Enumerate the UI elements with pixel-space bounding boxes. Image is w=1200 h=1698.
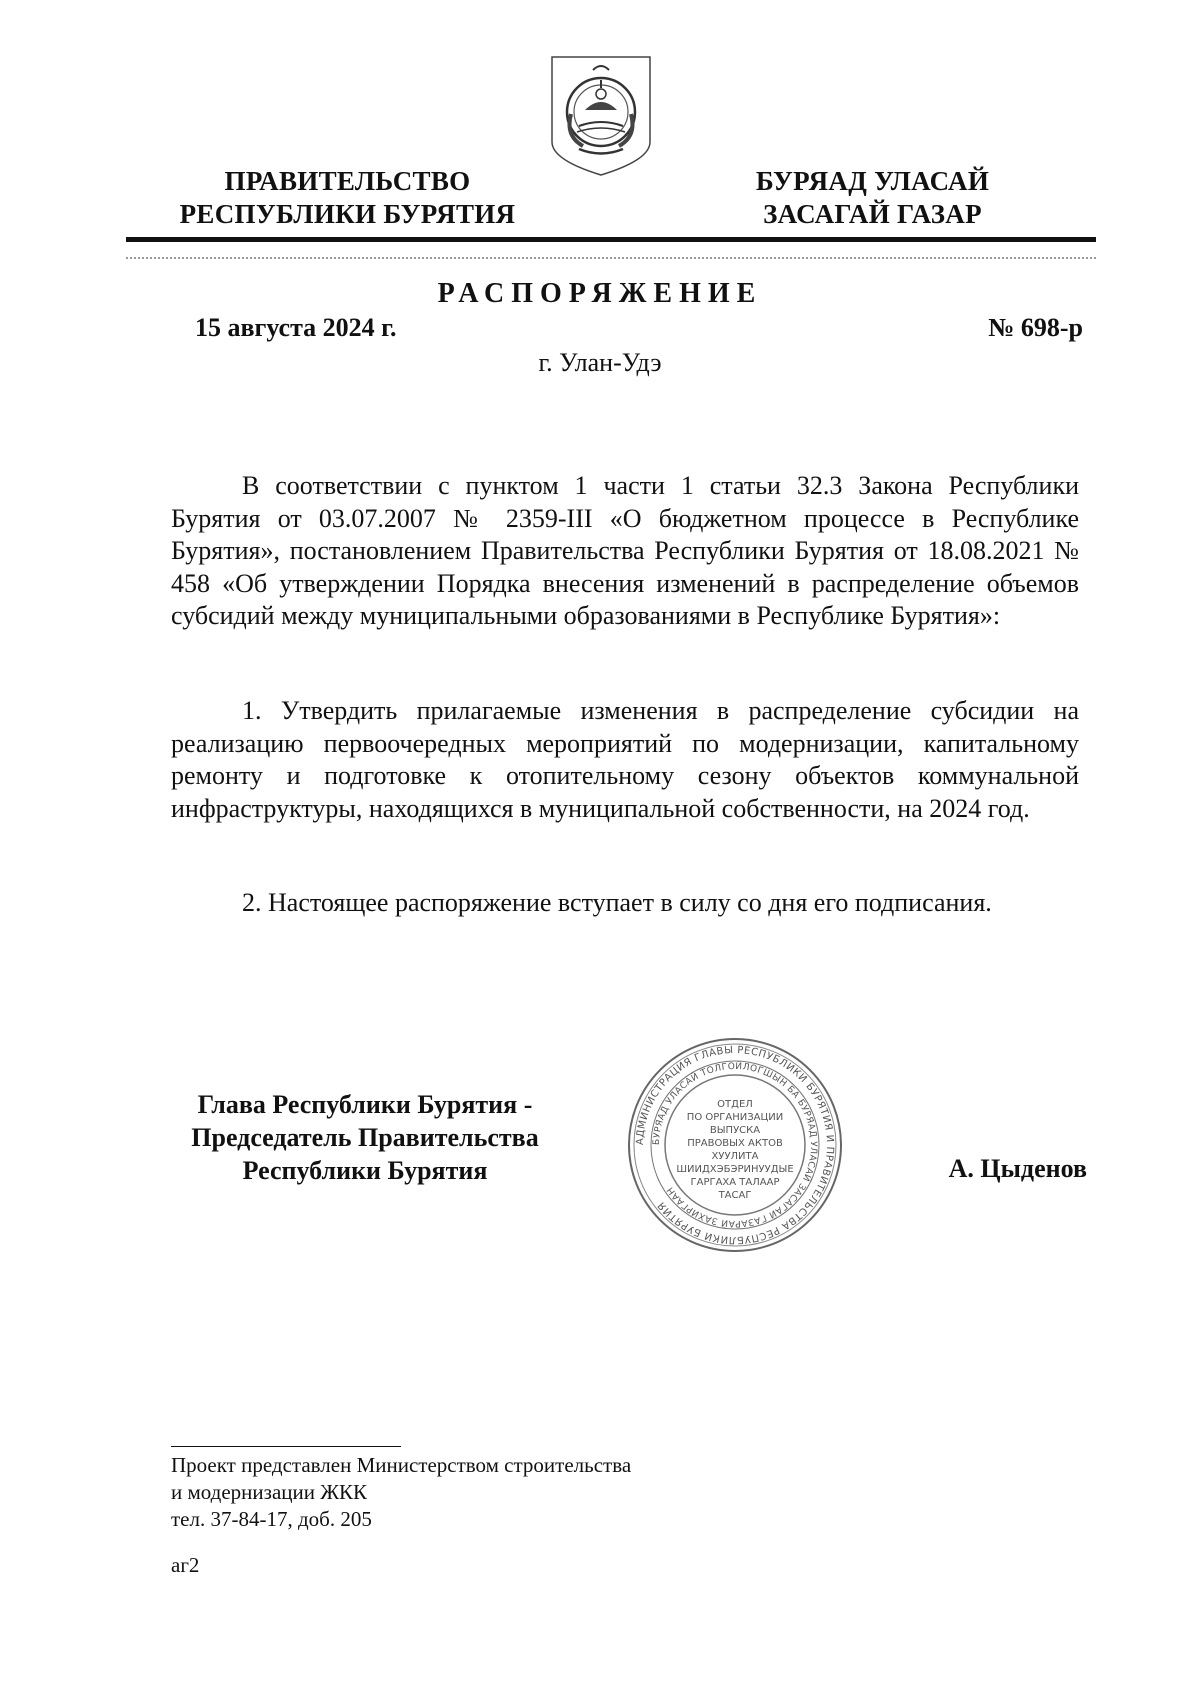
header-right — [710, 165, 1035, 231]
official-stamp — [625, 1035, 845, 1255]
stamp-inner-text: БУРЯАД УЛАСАЙ ТОЛГОЙЛОГШЫН БА БУРЯАД УЛАСАЙ ЗАСАГАЙ ГАЗАРАЙ ЗАХИРГААН — [651, 1061, 819, 1229]
stamp-line-3: ВЫПУСКА — [709, 1125, 761, 1136]
document-code: аг2 — [171, 1553, 200, 1577]
header-left — [150, 165, 545, 231]
stamp-line-8: ТАСАГ — [718, 1190, 752, 1201]
signatory-name: А. Цыденов — [948, 1154, 1087, 1183]
stamp-line-7: ГАРГАХА ТАЛААР — [690, 1177, 780, 1188]
header-right-line-1: БУРЯАД УЛАСАЙ — [755, 166, 990, 196]
signatory-title — [155, 1088, 575, 1187]
footnote-line-3: тел. 37-84-17, доб. 205 — [171, 1507, 372, 1531]
stamp-line-6: ШИИДХЭБЭРИНУУДЫЕ — [676, 1164, 794, 1175]
coat-of-arms-icon — [549, 54, 653, 178]
header-divider — [126, 237, 1096, 242]
document-date: 15 августа 2024 г. — [195, 313, 397, 342]
signatory-title-line-2: Председатель Правительства — [191, 1123, 539, 1152]
preamble-paragraph: В соответствии с пунктом 1 части 1 статьи 32.3 Закона Республики Бурятия от 03.07.2007 № 2359-III «О бюджетном процессе в Республике Бурятия», постановлением Правительства Республики Бурятия от 18.08.2021 № 458 «Об утверждении Порядка внесения изменений в распределение объемов субсидий между муниципальными образованиями в Республике Бурятия»: — [171, 471, 1079, 630]
footnote — [171, 1452, 631, 1533]
document-number: № 698-р — [988, 313, 1083, 342]
document-title: РАСПОРЯЖЕНИЕ — [437, 278, 763, 309]
signatory-title-line-1: Глава Республики Бурятия - — [197, 1090, 533, 1119]
footnote-divider — [171, 1446, 401, 1447]
header-left-line-1: ПРАВИТЕЛЬСТВО — [224, 166, 471, 196]
signatory-title-line-3: Республики Бурятия — [242, 1156, 488, 1185]
stamp-line-2: ПО ОРГАНИЗАЦИИ — [686, 1112, 784, 1123]
stamp-outer-text: АДМИНИСТРАЦИЯ ГЛАВЫ РЕСПУБЛИКИ БУРЯТИЯ И ПРАВИТЕЛЬСТВА РЕСПУБЛИКИ БУРЯТИЯ — [634, 1044, 836, 1246]
item-2-paragraph: 2. Настоящее распоряжение вступает в силу со дня его подписания. — [242, 888, 992, 917]
document-city: г. Улан-Удэ — [538, 348, 662, 377]
header-right-line-2: ЗАСАГАЙ ГАЗАР — [763, 199, 982, 229]
header-left-line-2: РЕСПУБЛИКИ БУРЯТИЯ — [179, 199, 516, 229]
footnote-line-1: Проект представлен Министерством строительства — [171, 1453, 632, 1477]
stamp-line-4: ПРАВОВЫХ АКТОВ — [687, 1138, 783, 1149]
footnote-line-2: и модернизации ЖКК — [171, 1480, 368, 1504]
item-1-paragraph: 1. Утвердить прилагаемые изменения в распределение субсидии на реализацию первоочередных мероприятий по модернизации, капитальному ремонту и подготовке к отопительному сезону объектов коммунальной инфраструктуры, находящихся в муниципальной собственности, на 2024 год. — [171, 696, 1079, 823]
stamp-line-1: ОТДЕЛ — [717, 1099, 753, 1110]
header-divider-dotted — [126, 257, 1096, 259]
stamp-line-5: ХУУЛИТА — [711, 1151, 759, 1162]
